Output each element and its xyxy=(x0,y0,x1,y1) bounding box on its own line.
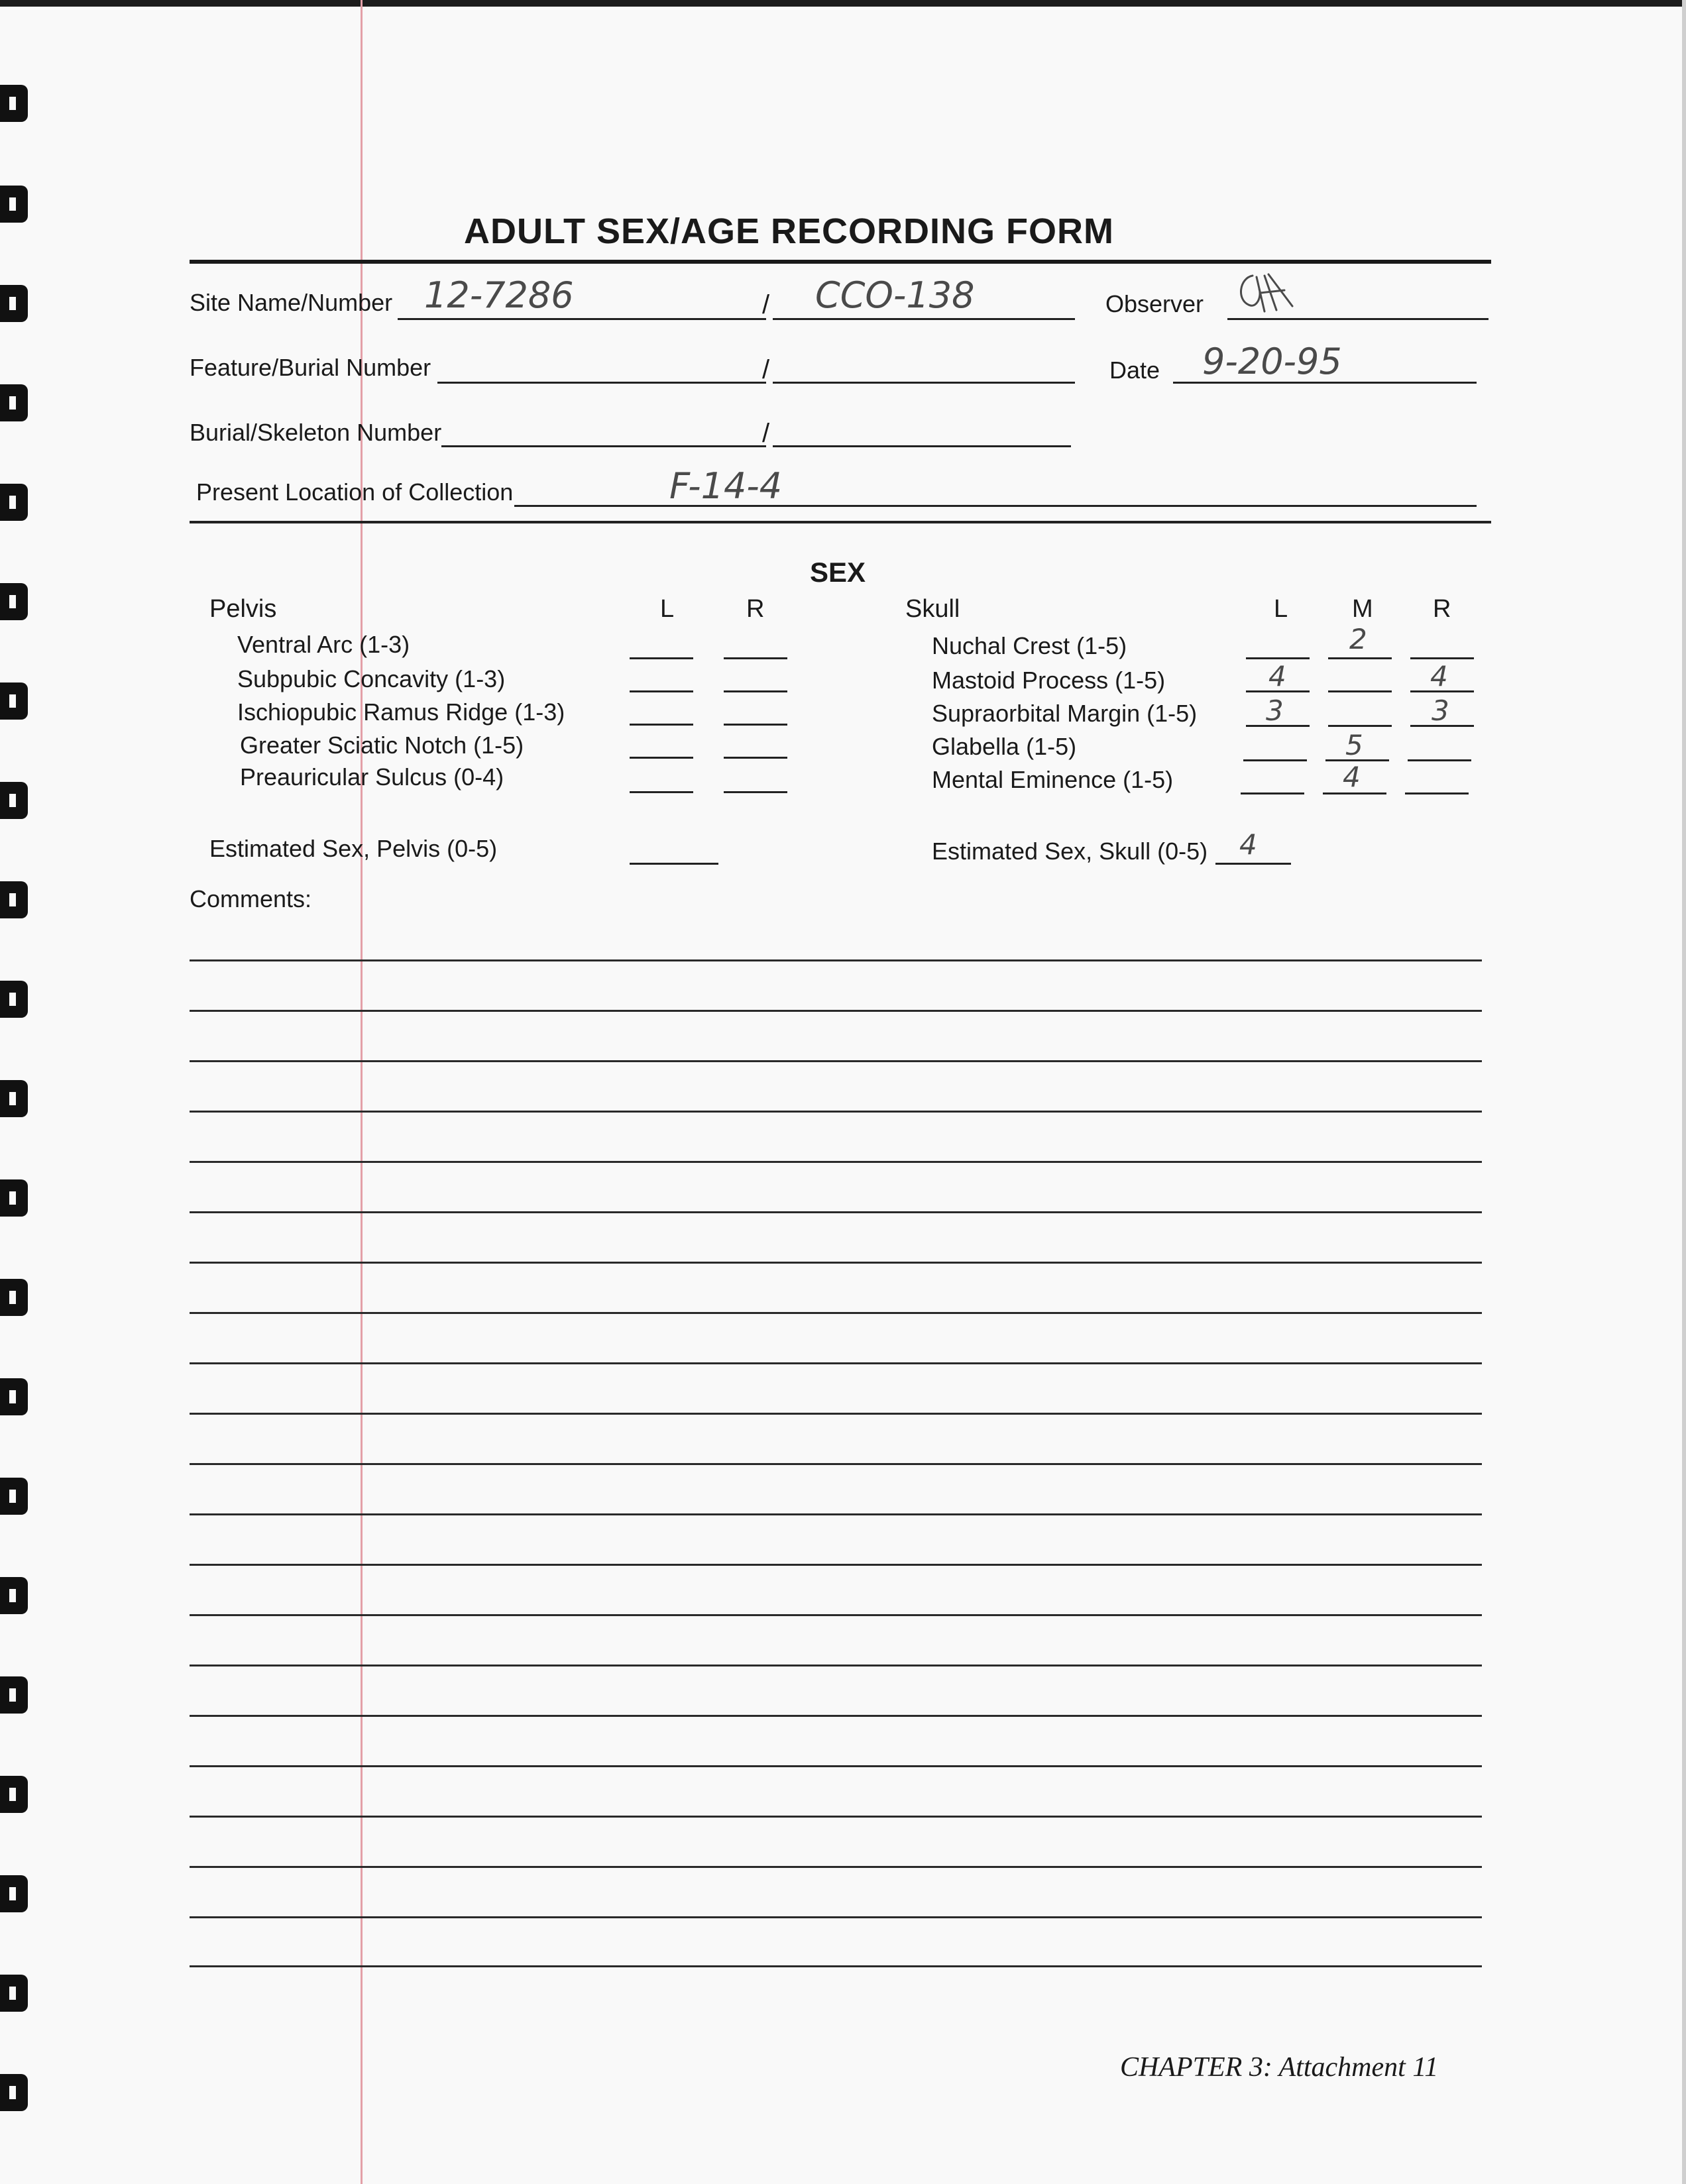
comment-line xyxy=(190,1765,1482,1767)
skull-estimate-label: Estimated Sex, Skull (0-5) xyxy=(932,838,1208,865)
observer-signature xyxy=(1230,270,1294,317)
location-label: Present Location of Collection xyxy=(196,478,514,506)
pelvis-estimate-blank[interactable] xyxy=(630,863,718,865)
binding-coil xyxy=(0,881,28,918)
comment-line xyxy=(190,1564,1482,1566)
comment-line xyxy=(190,1413,1482,1415)
skull-l-blank[interactable] xyxy=(1246,657,1310,659)
observer-field[interactable] xyxy=(1227,318,1489,320)
skull-item-label: Supraorbital Margin (1-5) xyxy=(932,700,1198,727)
skull-estimate-blank[interactable] xyxy=(1215,863,1291,865)
burial-field-1[interactable] xyxy=(441,445,766,447)
skull-estimate-value: 4 xyxy=(1239,828,1257,861)
date-value: 9-20-95 xyxy=(1202,341,1342,382)
pelvis-r-blank[interactable] xyxy=(724,757,787,759)
skull-m-value: 4 xyxy=(1343,761,1361,793)
pelvis-item-label: Ischiopubic Ramus Ridge (1-3) xyxy=(237,698,565,726)
binding-coil xyxy=(0,1378,28,1415)
scan-right-edge xyxy=(1682,0,1686,2184)
observer-label: Observer xyxy=(1105,290,1204,317)
sex-heading: SEX xyxy=(810,557,866,588)
site-value-2: CCO-138 xyxy=(815,274,975,316)
pelvis-estimate-label: Estimated Sex, Pelvis (0-5) xyxy=(209,835,498,862)
binding-coil xyxy=(0,1676,28,1714)
site-separator: / xyxy=(762,290,770,319)
comment-line xyxy=(190,1513,1482,1515)
comment-line xyxy=(190,1463,1482,1465)
comment-line xyxy=(190,1866,1482,1868)
binding-coil xyxy=(0,1776,28,1813)
date-label: Date xyxy=(1109,356,1160,384)
comment-line xyxy=(190,1816,1482,1818)
comment-line xyxy=(190,1916,1482,1918)
comment-line xyxy=(190,1965,1482,1967)
binding-coil xyxy=(0,85,28,122)
binding-coil xyxy=(0,1577,28,1614)
location-value: F-14-4 xyxy=(669,465,783,507)
skull-r-blank[interactable] xyxy=(1408,759,1471,761)
skull-col-l: L xyxy=(1274,595,1288,623)
skull-m-blank[interactable] xyxy=(1328,657,1392,659)
scan-top-edge xyxy=(0,0,1686,7)
skull-col-r: R xyxy=(1433,595,1451,623)
feature-separator: / xyxy=(762,355,770,384)
burial-separator: / xyxy=(762,419,770,448)
skull-l-value: 3 xyxy=(1266,694,1284,727)
pelvis-r-blank[interactable] xyxy=(724,690,787,692)
binding-coil xyxy=(0,1975,28,2012)
skull-item-label: Mastoid Process (1-5) xyxy=(932,667,1166,694)
pelvis-l-blank[interactable] xyxy=(630,791,693,793)
binding-coil xyxy=(0,682,28,720)
binding-coil xyxy=(0,981,28,1018)
comment-line xyxy=(190,1161,1482,1163)
skull-r-blank[interactable] xyxy=(1405,792,1469,794)
pelvis-l-blank[interactable] xyxy=(630,757,693,759)
skull-col-m: M xyxy=(1352,595,1373,623)
form-title: ADULT SEX/AGE RECORDING FORM xyxy=(464,211,1115,251)
page-footer: CHAPTER 3: Attachment 11 xyxy=(1120,2052,1439,2083)
location-field[interactable] xyxy=(514,505,1477,507)
pelvis-r-blank[interactable] xyxy=(724,791,787,793)
pelvis-item-label: Subpubic Concavity (1-3) xyxy=(237,665,506,692)
skull-item-label: Nuchal Crest (1-5) xyxy=(932,632,1127,659)
pelvis-item-label: Preauricular Sulcus (0-4) xyxy=(240,763,504,791)
site-field-1[interactable] xyxy=(398,318,766,320)
burial-label: Burial/Skeleton Number xyxy=(190,419,442,446)
feature-field-2[interactable] xyxy=(773,382,1075,384)
binding-coil xyxy=(0,285,28,322)
skull-m-value: 2 xyxy=(1349,623,1367,655)
pelvis-heading: Pelvis xyxy=(209,595,277,623)
skull-l-blank[interactable] xyxy=(1243,759,1307,761)
binding-coil xyxy=(0,2074,28,2111)
comment-line xyxy=(190,1614,1482,1616)
skull-l-blank[interactable] xyxy=(1241,792,1304,794)
signature-mark xyxy=(1230,270,1294,317)
skull-m-blank[interactable] xyxy=(1328,690,1392,692)
comment-line xyxy=(190,1362,1482,1364)
site-value-1: 12-7286 xyxy=(424,274,574,316)
pelvis-l-blank[interactable] xyxy=(630,690,693,692)
comment-line xyxy=(190,1060,1482,1062)
comment-line xyxy=(190,1111,1482,1113)
skull-r-value: 3 xyxy=(1432,694,1449,727)
skull-m-value: 5 xyxy=(1345,729,1363,761)
pelvis-item-label: Greater Sciatic Notch (1-5) xyxy=(240,732,524,759)
pelvis-r-blank[interactable] xyxy=(724,657,787,659)
skull-r-value: 4 xyxy=(1430,660,1448,692)
title-rule xyxy=(190,260,1491,264)
skull-item-label: Mental Eminence (1-5) xyxy=(932,766,1174,793)
comment-line xyxy=(190,1010,1482,1012)
site-field-2[interactable] xyxy=(773,318,1075,320)
skull-l-value: 4 xyxy=(1268,660,1286,692)
skull-r-blank[interactable] xyxy=(1410,657,1474,659)
comment-line xyxy=(190,1665,1482,1666)
comments-label: Comments: xyxy=(190,885,312,912)
binding-coil xyxy=(0,186,28,223)
binding-coil xyxy=(0,782,28,819)
feature-label: Feature/Burial Number xyxy=(190,354,431,381)
skull-heading: Skull xyxy=(905,595,960,623)
burial-field-2[interactable] xyxy=(773,445,1071,447)
binding-coil xyxy=(0,1478,28,1515)
binding-coil xyxy=(0,484,28,521)
pelvis-col-l: L xyxy=(660,595,675,623)
comment-line xyxy=(190,1312,1482,1314)
comment-line xyxy=(190,1262,1482,1264)
binding-coil xyxy=(0,1875,28,1912)
header-bottom-rule xyxy=(190,521,1491,523)
skull-m-blank[interactable] xyxy=(1328,725,1392,727)
binding-coil xyxy=(0,583,28,620)
binding-coil xyxy=(0,1279,28,1316)
pelvis-l-blank[interactable] xyxy=(630,657,693,659)
pelvis-r-blank[interactable] xyxy=(724,724,787,726)
feature-field-1[interactable] xyxy=(437,382,766,384)
binding-coil xyxy=(0,384,28,421)
binding-coil xyxy=(0,1080,28,1117)
pelvis-col-r: R xyxy=(746,595,765,623)
skull-item-label: Glabella (1-5) xyxy=(932,733,1077,760)
pelvis-item-label: Ventral Arc (1-3) xyxy=(237,631,410,658)
binding-coil xyxy=(0,1179,28,1217)
comment-line xyxy=(190,959,1482,961)
margin-line xyxy=(361,0,363,2184)
site-label: Site Name/Number xyxy=(190,289,393,316)
pelvis-l-blank[interactable] xyxy=(630,724,693,726)
comment-line xyxy=(190,1211,1482,1213)
comment-line xyxy=(190,1715,1482,1717)
